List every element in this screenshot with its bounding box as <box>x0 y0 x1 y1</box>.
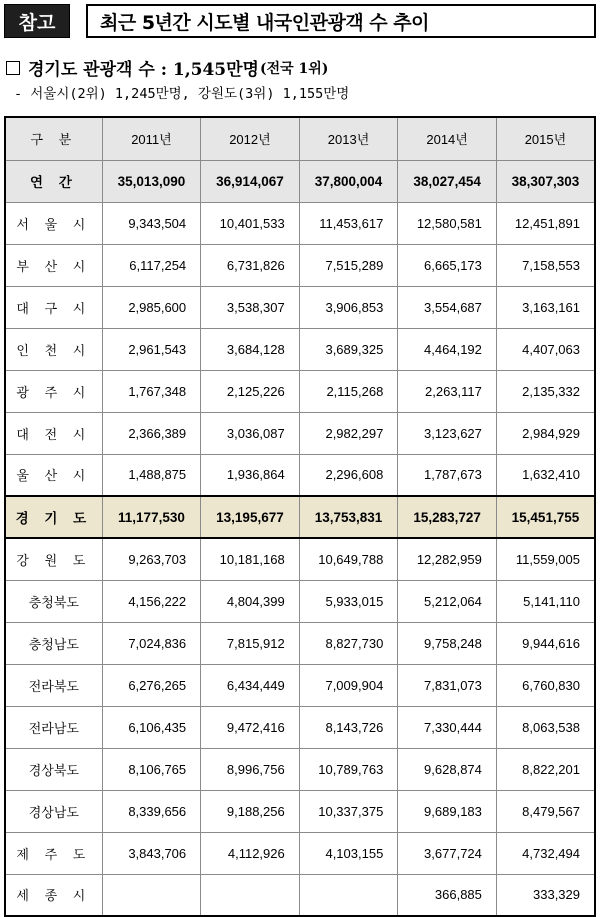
row-value: 4,407,063 <box>496 328 595 370</box>
table-row <box>5 496 595 538</box>
row-value: 37,800,004 <box>299 160 398 202</box>
table-row <box>5 790 595 832</box>
table-row <box>5 706 595 748</box>
row-value: 10,649,788 <box>299 538 398 580</box>
row-label: 경상남도 <box>5 790 102 832</box>
row-value: 9,472,416 <box>201 706 300 748</box>
row-value: 38,027,454 <box>398 160 497 202</box>
table-row <box>5 454 595 496</box>
row-value: 13,753,831 <box>299 496 398 538</box>
table-row <box>5 202 595 244</box>
row-value: 1,488,875 <box>102 454 200 496</box>
table-row <box>5 328 595 370</box>
row-value: 3,906,853 <box>299 286 398 328</box>
row-value: 4,464,192 <box>398 328 497 370</box>
summary-line <box>6 55 328 80</box>
row-value: 10,181,168 <box>201 538 300 580</box>
row-value: 1,632,410 <box>496 454 595 496</box>
row-value: 7,009,904 <box>299 664 398 706</box>
row-value: 4,156,222 <box>102 580 200 622</box>
row-label: 인 천 시 <box>5 328 102 370</box>
row-value: 2,961,543 <box>102 328 200 370</box>
table-row <box>5 286 595 328</box>
row-value: 8,143,726 <box>299 706 398 748</box>
row-value: 8,827,730 <box>299 622 398 664</box>
row-label: 서 울 시 <box>5 202 102 244</box>
row-label: 제 주 도 <box>5 832 102 874</box>
row-value: 2,366,389 <box>102 412 200 454</box>
row-value: 7,330,444 <box>398 706 497 748</box>
row-value: 11,453,617 <box>299 202 398 244</box>
row-value: 8,106,765 <box>102 748 200 790</box>
row-label: 충청남도 <box>5 622 102 664</box>
row-value: 10,789,763 <box>299 748 398 790</box>
row-value: 8,996,756 <box>201 748 300 790</box>
row-label: 전라북도 <box>5 664 102 706</box>
row-value: 6,760,830 <box>496 664 595 706</box>
row-value: 1,936,864 <box>201 454 300 496</box>
row-value: 7,831,073 <box>398 664 497 706</box>
row-value: 3,684,128 <box>201 328 300 370</box>
row-value: 12,580,581 <box>398 202 497 244</box>
row-value: 3,689,325 <box>299 328 398 370</box>
row-value: 9,628,874 <box>398 748 497 790</box>
row-value: 2,982,297 <box>299 412 398 454</box>
row-value: 1,787,673 <box>398 454 497 496</box>
row-value: 7,515,289 <box>299 244 398 286</box>
table-row <box>5 244 595 286</box>
row-value: 6,665,173 <box>398 244 497 286</box>
row-value: 6,731,826 <box>201 244 300 286</box>
row-value: 3,554,687 <box>398 286 497 328</box>
page-title: 최근 5년간 시도별 내국인관광객 수 추이 <box>86 4 596 38</box>
table-row <box>5 412 595 454</box>
row-label: 세 종 시 <box>5 874 102 916</box>
row-value: 3,036,087 <box>201 412 300 454</box>
header-year: 2014년 <box>398 117 497 160</box>
row-value: 2,263,117 <box>398 370 497 412</box>
row-value: 2,115,268 <box>299 370 398 412</box>
row-value: 10,337,375 <box>299 790 398 832</box>
table-row <box>5 874 595 916</box>
row-label: 전라남도 <box>5 706 102 748</box>
header-year: 2015년 <box>496 117 595 160</box>
row-label: 경 기 도 <box>5 496 102 538</box>
visitor-table <box>4 116 596 917</box>
row-value: 4,804,399 <box>201 580 300 622</box>
row-value: 3,538,307 <box>201 286 300 328</box>
row-label: 충청북도 <box>5 580 102 622</box>
row-value: 8,063,538 <box>496 706 595 748</box>
row-value: 8,822,201 <box>496 748 595 790</box>
row-value: 36,914,067 <box>201 160 300 202</box>
row-value <box>201 874 300 916</box>
row-value: 12,282,959 <box>398 538 497 580</box>
row-value: 15,283,727 <box>398 496 497 538</box>
row-value: 8,339,656 <box>102 790 200 832</box>
table-row <box>5 748 595 790</box>
row-value: 3,163,161 <box>496 286 595 328</box>
row-value: 13,195,677 <box>201 496 300 538</box>
row-value: 9,188,256 <box>201 790 300 832</box>
table-row <box>5 370 595 412</box>
reference-badge: 참고 <box>4 4 70 38</box>
header-category: 구 분 <box>5 117 102 160</box>
row-value: 6,276,265 <box>102 664 200 706</box>
row-value: 7,815,912 <box>201 622 300 664</box>
table-row <box>5 832 595 874</box>
summary-label: 경기도 관광객 수 : 1,545만명 <box>28 60 259 80</box>
row-value: 3,677,724 <box>398 832 497 874</box>
row-value: 9,343,504 <box>102 202 200 244</box>
page-header <box>4 4 596 38</box>
row-value: 4,732,494 <box>496 832 595 874</box>
row-value: 7,158,553 <box>496 244 595 286</box>
header-year: 2012년 <box>201 117 300 160</box>
row-value: 5,141,110 <box>496 580 595 622</box>
row-label: 부 산 시 <box>5 244 102 286</box>
row-label: 대 구 시 <box>5 286 102 328</box>
row-value <box>299 874 398 916</box>
row-value: 9,689,183 <box>398 790 497 832</box>
table-row <box>5 580 595 622</box>
row-value <box>102 874 200 916</box>
row-value: 2,296,608 <box>299 454 398 496</box>
row-label: 울 산 시 <box>5 454 102 496</box>
header-year: 2013년 <box>299 117 398 160</box>
row-label: 대 전 시 <box>5 412 102 454</box>
table-row <box>5 664 595 706</box>
table-row <box>5 622 595 664</box>
table-row <box>5 538 595 580</box>
header-year: 2011년 <box>102 117 200 160</box>
row-value: 8,479,567 <box>496 790 595 832</box>
row-value: 3,123,627 <box>398 412 497 454</box>
row-value: 9,944,616 <box>496 622 595 664</box>
row-value: 5,212,064 <box>398 580 497 622</box>
row-value: 9,263,703 <box>102 538 200 580</box>
summary-rank: (전국 1위) <box>259 60 329 77</box>
row-value: 11,559,005 <box>496 538 595 580</box>
row-value: 1,767,348 <box>102 370 200 412</box>
row-value: 4,112,926 <box>201 832 300 874</box>
row-value: 12,451,891 <box>496 202 595 244</box>
row-value: 3,843,706 <box>102 832 200 874</box>
row-value: 6,117,254 <box>102 244 200 286</box>
row-value: 2,984,929 <box>496 412 595 454</box>
row-value: 38,307,303 <box>496 160 595 202</box>
row-value: 5,933,015 <box>299 580 398 622</box>
row-value: 15,451,755 <box>496 496 595 538</box>
row-value: 6,106,435 <box>102 706 200 748</box>
row-value: 4,103,155 <box>299 832 398 874</box>
row-label: 광 주 시 <box>5 370 102 412</box>
row-value: 11,177,530 <box>102 496 200 538</box>
row-value: 2,985,600 <box>102 286 200 328</box>
row-value: 6,434,449 <box>201 664 300 706</box>
row-value: 333,329 <box>496 874 595 916</box>
checkbox-bullet-icon <box>6 61 20 75</box>
table-header-row <box>5 117 595 160</box>
row-value: 7,024,836 <box>102 622 200 664</box>
row-label: 경상북도 <box>5 748 102 790</box>
row-value: 10,401,533 <box>201 202 300 244</box>
row-value: 366,885 <box>398 874 497 916</box>
table-row <box>5 160 595 202</box>
row-value: 9,758,248 <box>398 622 497 664</box>
row-label: 강 원 도 <box>5 538 102 580</box>
row-label: 연 간 <box>5 160 102 202</box>
row-value: 2,135,332 <box>496 370 595 412</box>
row-value: 35,013,090 <box>102 160 200 202</box>
summary-sub: - 서울시(2위) 1,245만명, 강원도(3위) 1,155만명 <box>14 86 350 102</box>
row-value: 2,125,226 <box>201 370 300 412</box>
